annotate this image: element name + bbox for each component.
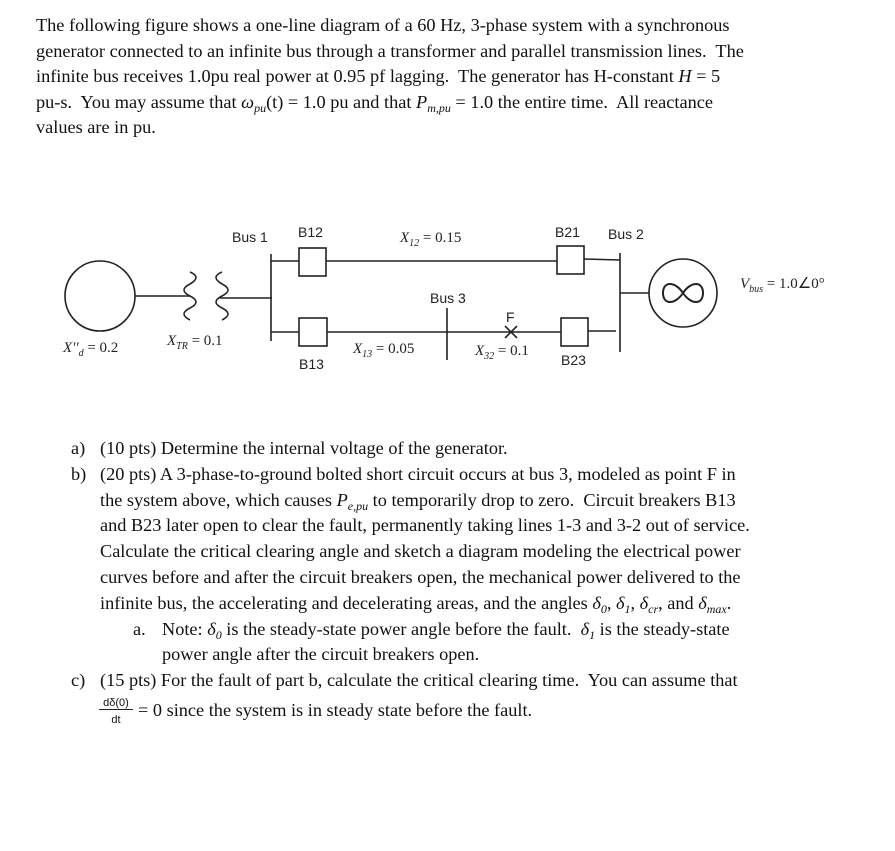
fraction-denominator: dt xyxy=(111,714,121,726)
math-subscript: m,pu xyxy=(427,100,451,115)
math-symbol: δ xyxy=(616,592,625,613)
text-segment: values are in pu. xyxy=(36,117,156,138)
question-marker: c) xyxy=(71,670,86,691)
math-symbol: δ xyxy=(698,592,707,613)
xd-sub: d xyxy=(78,348,84,359)
question-line xyxy=(100,540,741,562)
math-subscript: 0 xyxy=(600,601,607,616)
text-segment: generator connected to an infinite bus through a transformer and parallel transmission lines. The xyxy=(36,40,744,61)
b21-label: B21 xyxy=(555,224,580,240)
x12-symbol: X xyxy=(400,230,410,246)
text-segment: , xyxy=(606,592,616,613)
math-symbol: P xyxy=(416,91,428,112)
breaker-b12 xyxy=(299,248,326,276)
breaker-b23 xyxy=(561,318,588,346)
text-segment: , and xyxy=(658,592,699,613)
question-line xyxy=(100,514,750,536)
x12-sub: 12 xyxy=(409,238,420,249)
math-subscript: pu xyxy=(254,100,267,115)
bus-2-label: Bus 2 xyxy=(608,226,644,242)
text-segment: . xyxy=(726,592,732,613)
math-subscript: cr xyxy=(648,601,659,616)
question-line xyxy=(138,699,532,721)
transformer-symbol xyxy=(184,272,228,320)
text-segment: power angle after the circuit breakers open. xyxy=(162,644,480,665)
b23-label: B23 xyxy=(561,352,586,368)
xd-value: = 0.2 xyxy=(83,340,119,356)
x13-symbol: X xyxy=(353,341,363,357)
text-segment: (t) = 1.0 pu and that xyxy=(266,91,417,112)
vbus-symbol: V xyxy=(740,276,750,292)
bus-3-label: Bus 3 xyxy=(430,290,466,306)
text-segment: (20 pts) A 3-phase-to-ground bolted short circuit occurs at bus 3, modeled as point F in xyxy=(100,463,736,484)
text-segment: curves before and after the circuit breakers open, the mechanical power delivered to the xyxy=(100,567,741,587)
x32-label xyxy=(475,343,529,362)
math-symbol: H xyxy=(678,66,692,87)
question-line xyxy=(100,566,741,588)
xtr-label xyxy=(167,333,223,352)
infinity-icon xyxy=(663,284,703,302)
text-segment: the system above, which causes xyxy=(100,489,337,510)
question-marker: a) xyxy=(71,438,86,458)
text-segment: , xyxy=(630,592,640,613)
x12-value: = 0.15 xyxy=(419,230,462,246)
xtr-symbol: X xyxy=(167,333,177,349)
question-line xyxy=(100,437,508,459)
generator-symbol xyxy=(65,261,135,331)
question-line xyxy=(100,669,738,691)
x32-symbol: X xyxy=(475,343,485,359)
text-segment: infinite bus receives 1.0pu real power at 0.95 pf lagging. The generator has H-constant xyxy=(36,66,679,87)
xd-symbol: X'' xyxy=(63,340,79,356)
xtr-sub: TR xyxy=(176,341,188,352)
b13-label: B13 xyxy=(299,356,324,372)
vbus-sub: bus xyxy=(749,284,764,295)
question-line xyxy=(100,489,736,517)
fault-label: F xyxy=(506,309,515,325)
question-line xyxy=(100,463,736,485)
text-segment: to temporarily drop to zero. Circuit breakers B13 xyxy=(368,489,736,510)
question-line xyxy=(100,592,731,620)
question-marker: a. xyxy=(133,618,146,639)
text-segment: Note: xyxy=(162,618,208,639)
math-symbol: δ xyxy=(639,592,649,613)
text-segment: (10 pts) Determine the internal voltage of the generator. xyxy=(100,438,508,458)
text-segment: = 1.0 the entire time. All reactance xyxy=(450,91,713,112)
vbus-value: = 1.0∠0° xyxy=(763,276,825,292)
text-segment: = 5 xyxy=(691,66,721,87)
text-segment: is the steady-state power angle before the fault. xyxy=(221,618,581,639)
x32-value: = 0.1 xyxy=(494,343,529,359)
fraction-numerator: dδ(0) xyxy=(99,697,133,710)
question-line xyxy=(162,643,479,665)
bus-1-label: Bus 1 xyxy=(232,229,268,245)
math-symbol: P xyxy=(336,489,348,510)
question-marker: b) xyxy=(71,463,87,484)
math-symbol: ω xyxy=(241,91,255,112)
text-segment: is the steady-state xyxy=(595,618,730,639)
text-segment: Calculate the critical clearing angle and sketch a diagram modeling the electrical power xyxy=(100,541,741,562)
x13-label xyxy=(353,341,414,360)
x13-sub: 13 xyxy=(362,349,373,360)
x12-label xyxy=(400,230,461,249)
math-subscript: 0 xyxy=(215,627,222,642)
x32-sub: 32 xyxy=(484,351,495,362)
text-segment: and B23 later open to clear the fault, permanently taking lines 1-3 and 3-2 out of service. xyxy=(100,515,750,536)
diagram-lines xyxy=(0,0,895,400)
text-segment: infinite bus, the accelerating and decelerating areas, and the angles xyxy=(100,592,593,613)
math-symbol: δ xyxy=(592,592,601,613)
vbus-label xyxy=(740,274,825,295)
text-segment: = 0 since the system is in steady state before the fault. xyxy=(138,700,533,720)
xtr-value: = 0.1 xyxy=(187,333,223,349)
math-symbol: δ xyxy=(207,618,216,639)
math-symbol: δ xyxy=(580,618,590,639)
math-subscript: e,pu xyxy=(347,498,369,513)
breaker-b21 xyxy=(557,246,584,274)
math-subscript: 1 xyxy=(624,601,631,616)
text-segment: The following figure shows a one-line diagram of a 60 Hz, 3-phase system with a synchronous xyxy=(36,15,730,35)
x13-value: = 0.05 xyxy=(372,341,415,357)
math-subscript: 1 xyxy=(589,627,596,642)
question-line xyxy=(162,618,730,646)
text-segment: pu-s. You may assume that xyxy=(36,91,242,112)
text-segment: (15 pts) For the fault of part b, calculate the critical clearing time. You can assume that xyxy=(100,670,738,691)
b12-label: B12 xyxy=(298,224,323,240)
math-subscript: max xyxy=(706,601,727,616)
breaker-b13 xyxy=(299,318,327,346)
xd-label xyxy=(63,340,118,359)
